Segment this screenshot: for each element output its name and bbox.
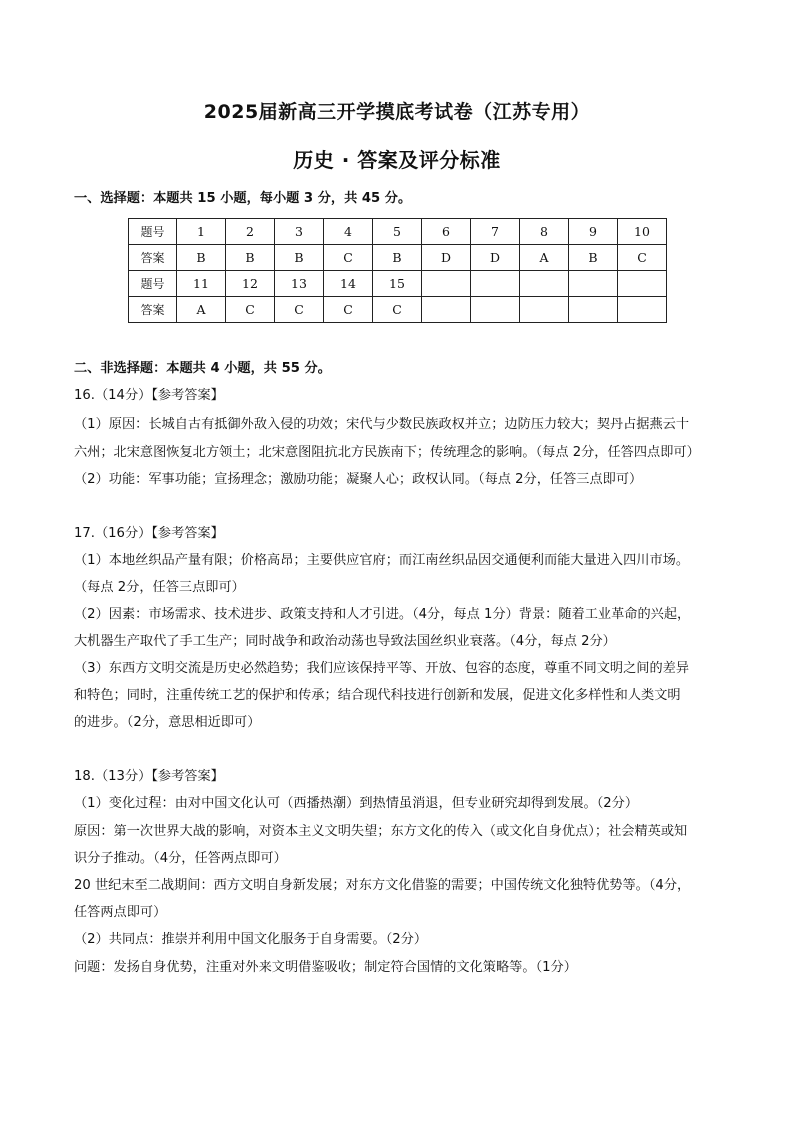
empty-cell xyxy=(422,297,471,323)
q16-line: （2）功能：军事功能；宣扬理念；激励功能；凝聚人心；政权认同。（每点 2分，任答三点即可） xyxy=(74,472,643,487)
empty-cell xyxy=(569,271,618,297)
q17-line: （2）因素：市场需求、技术进步、政策支持和人才引进。（4分，每点 1分）背景：随着工业革命的兴起， xyxy=(74,607,691,622)
table-row xyxy=(129,219,667,245)
empty-cell xyxy=(618,297,667,323)
q17-heading: 17.（16分）【参考答案】 xyxy=(74,526,224,541)
empty-cell xyxy=(618,271,667,297)
answer-cell: A xyxy=(177,297,226,323)
question-number: 5 xyxy=(373,219,422,245)
question-number: 1 xyxy=(177,219,226,245)
table-row xyxy=(129,245,667,271)
q18-line: 20 世纪末至二战期间：西方文明自身新发展；对东方文化借鉴的需要；中国传统文化独特优势等。（4分， xyxy=(74,878,691,893)
q18-line: 问题：发扬自身优势，注重对外来文明借鉴吸收；制定符合国情的文化策略等。（1分） xyxy=(74,960,577,975)
question-number: 8 xyxy=(520,219,569,245)
q18-line: （2）共同点：推崇并利用中国文化服务于自身需要。（2分） xyxy=(74,932,428,947)
row-label: 题号 xyxy=(129,271,177,297)
empty-cell xyxy=(471,297,520,323)
question-number: 2 xyxy=(226,219,275,245)
question-number: 14 xyxy=(324,271,373,297)
answer-cell: D xyxy=(471,245,520,271)
empty-cell xyxy=(471,271,520,297)
document-title: 2025届新高三开学摸底考试卷（江苏专用） xyxy=(203,101,591,123)
q17-line: （3）东西方文明交流是历史必然趋势；我们应该保持平等、开放、包容的态度，尊重不同文明之间的差异 xyxy=(74,661,690,676)
empty-cell xyxy=(422,271,471,297)
answer-cell: B xyxy=(275,245,324,271)
question-number: 10 xyxy=(618,219,667,245)
q17-line: 的进步。（2分，意思相近即可） xyxy=(74,715,261,730)
answer-table xyxy=(128,218,667,323)
q16-heading: 16.（14分）【参考答案】 xyxy=(74,388,224,403)
section2-heading: 二、非选择题：本题共 4 小题，共 55 分。 xyxy=(74,361,331,376)
q17-line: （1）本地丝织品产量有限；价格高昂；主要供应官府；而江南丝织品因交通便利而能大量进入四川市场。 xyxy=(74,553,690,568)
section1-heading: 一、选择题：本题共 15 小题，每小题 3 分，共 45 分。 xyxy=(74,191,412,206)
answer-cell: B xyxy=(177,245,226,271)
empty-cell xyxy=(520,297,569,323)
question-number: 6 xyxy=(422,219,471,245)
q16-line: 六州；北宋意图恢复北方领土；北宋意图阻抗北方民族南下；传统理念的影响。（每点 2分，任答四点即可） xyxy=(74,445,700,460)
answer-cell: A xyxy=(520,245,569,271)
q16-line: （1）原因：长城自古有抵御外敌入侵的功效；宋代与少数民族政权并立；边防压力较大；契丹占据燕云十 xyxy=(74,417,690,432)
answer-cell: C xyxy=(373,297,422,323)
answer-cell: C xyxy=(618,245,667,271)
question-number: 13 xyxy=(275,271,324,297)
empty-cell xyxy=(569,297,618,323)
question-number: 12 xyxy=(226,271,275,297)
question-number: 11 xyxy=(177,271,226,297)
question-number: 3 xyxy=(275,219,324,245)
row-label: 答案 xyxy=(129,245,177,271)
row-label: 题号 xyxy=(129,219,177,245)
answer-cell: B xyxy=(373,245,422,271)
empty-cell xyxy=(520,271,569,297)
row-label: 答案 xyxy=(129,297,177,323)
question-number: 7 xyxy=(471,219,520,245)
q18-line: 原因：第一次世界大战的影响，对资本主义文明失望；东方文化的传入（或文化自身优点）；社会精英或知 xyxy=(74,824,688,839)
q18-line: （1）变化过程：由对中国文化认可（西播热潮）到热情虽消退，但专业研究却得到发展。（2分） xyxy=(74,796,639,811)
q17-line: 大机器生产取代了手工生产；同时战争和政治动荡也导致法国丝织业衰落。（4分，每点 2分） xyxy=(74,634,616,649)
q18-heading: 18.（13分）【参考答案】 xyxy=(74,769,224,784)
answer-cell: D xyxy=(422,245,471,271)
q17-line: （每点 2分，任答三点即可） xyxy=(74,580,245,595)
answer-cell: B xyxy=(569,245,618,271)
answer-cell: C xyxy=(226,297,275,323)
document-subtitle: 历史 · 答案及评分标准 xyxy=(293,148,501,172)
answer-cell: B xyxy=(226,245,275,271)
question-number: 15 xyxy=(373,271,422,297)
answer-cell: C xyxy=(275,297,324,323)
table-row xyxy=(129,271,667,297)
question-number: 4 xyxy=(324,219,373,245)
q18-line: 任答两点即可） xyxy=(74,905,167,920)
question-number: 9 xyxy=(569,219,618,245)
q17-line: 和特色；同时，注重传统工艺的保护和传承；结合现代科技进行创新和发展，促进文化多样性和人类文明 xyxy=(74,688,681,703)
q18-line: 识分子推动。（4分，任答两点即可） xyxy=(74,851,287,866)
answer-cell: C xyxy=(324,245,373,271)
answer-cell: C xyxy=(324,297,373,323)
table-row xyxy=(129,297,667,323)
